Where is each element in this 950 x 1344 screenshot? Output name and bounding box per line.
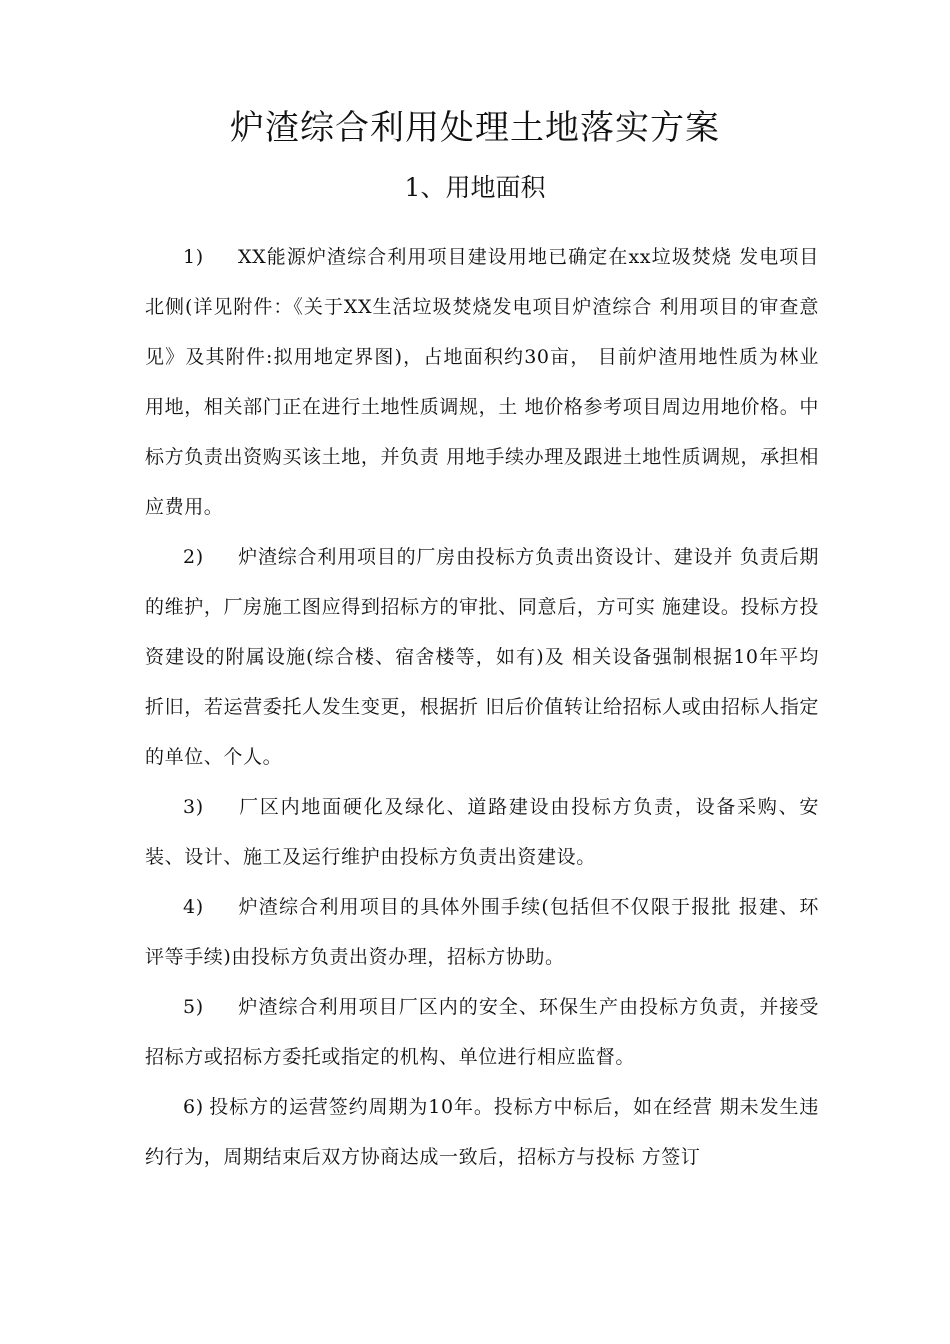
- paragraph-number: 2): [183, 546, 204, 568]
- document-body: [145, 232, 819, 1182]
- section-heading: 1、用地面积: [404, 173, 546, 202]
- paragraph-number: 5): [183, 996, 204, 1018]
- paragraph-5: [145, 982, 819, 1082]
- document-title: 炉渣综合利用处理土地落实方案: [230, 108, 720, 148]
- paragraph-text: 投标方的运营签约周期为10年。投标方中标后，如在经营 期未发生违约行为，周期结束后双方协商达成一致后，招标方与投标 方签订: [145, 1096, 819, 1168]
- paragraph-number: 4): [183, 896, 204, 918]
- paragraph-text: 炉渣综合利用项目的厂房由投标方负责出资设计、建设并 负责后期的维护，厂房施工图应得到招标方的审批、同意后，方可实 施建设。投标方投资建设的附属设施(综合楼、宿舍楼等，如有)及 相关设备强制根据10年平均折旧，若运营委托人发生变更，根据折 旧后价值转让给招标人或由招标人指定的单位、个人。: [145, 546, 819, 768]
- paragraph-number: 6): [183, 1096, 204, 1118]
- paragraph-text: 炉渣综合利用项目厂区内的安全、环保生产由投标方负责，并接受招标方或招标方委托或指定的机构、单位进行相应监督。: [145, 996, 819, 1068]
- paragraph-2: [145, 532, 819, 782]
- paragraph-number: 3): [183, 796, 204, 818]
- paragraph-4: [145, 882, 819, 982]
- paragraph-text: XX能源炉渣综合利用项目建设用地已确定在xx垃圾焚烧 发电项目北侧(详见附件：《关于XX生活垃圾焚烧发电项目炉渣综合 利用项目的审查意见》及其附件:拟用地定界图)，占地面积约30亩， 目前炉渣用地性质为林业用地，相关部门正在进行土地性质调规，土 地价格参考项目周边用地价格。中标方负责出资购买该土地，并负责 用地手续办理及跟进土地性质调规，承担相应费用。: [145, 246, 819, 518]
- paragraph-3: [145, 782, 819, 882]
- paragraph-text: 炉渣综合利用项目的具体外围手续(包括但不仅限于报批 报建、环评等手续)由投标方负责出资办理，招标方协助。: [145, 896, 819, 968]
- paragraph-number: 1): [183, 246, 204, 268]
- paragraph-1: [145, 232, 819, 532]
- paragraph-text: 厂区内地面硬化及绿化、道路建设由投标方负责，设备采购、安装、设计、施工及运行维护由投标方负责出资建设。: [145, 796, 819, 868]
- paragraph-6: [145, 1082, 819, 1182]
